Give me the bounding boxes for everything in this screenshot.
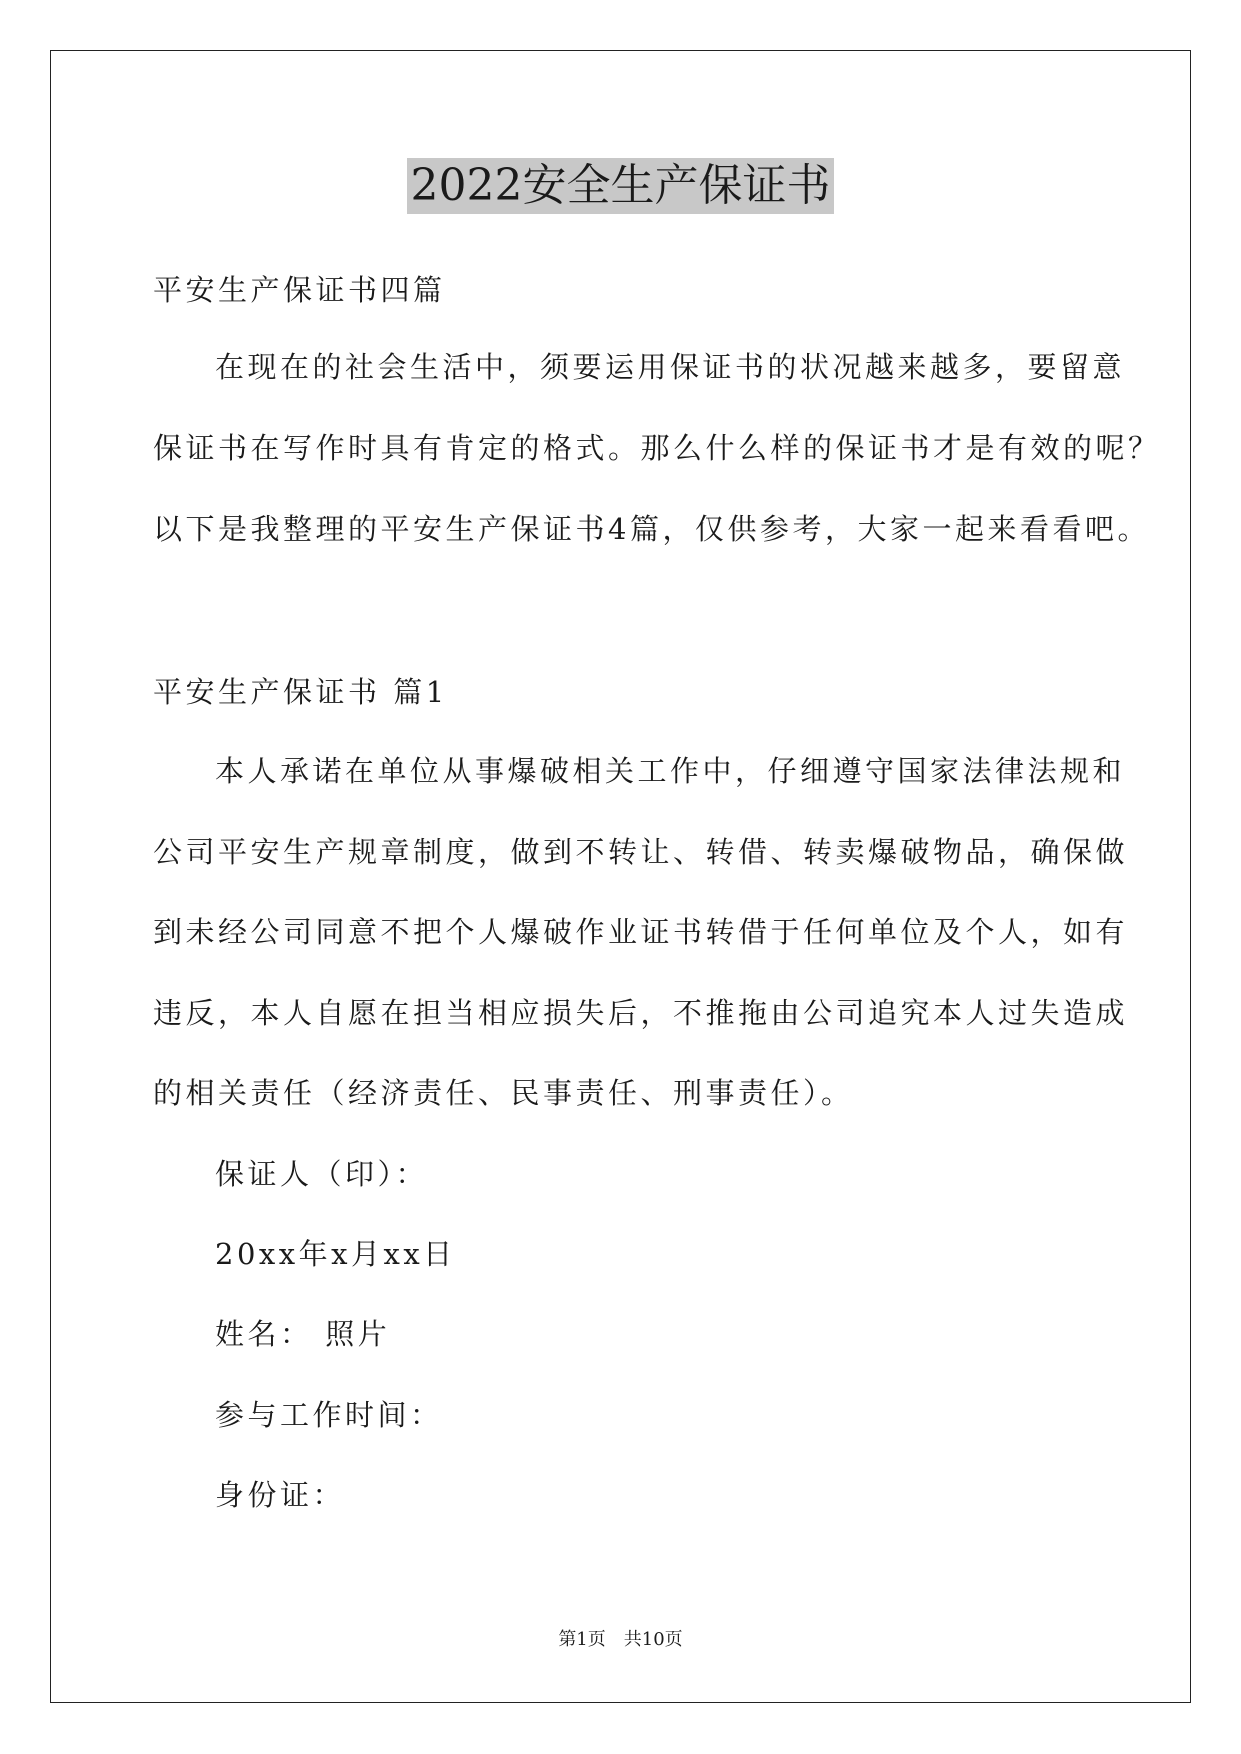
section-body-line: 本人承诺在单位从事爆破相关工作中，仔细遵守国家法律法规和 — [215, 754, 1126, 788]
guarantor-seal-field: 保证人（印）： — [215, 1157, 429, 1191]
page-total: 共10页 — [623, 1629, 683, 1650]
intro-line: 以下是我整理的平安生产保证书4篇，仅供参考，大家一起来看看吧。 — [153, 512, 1150, 546]
page-number: 第1页 — [558, 1629, 606, 1650]
name-photo-field: 姓名： 照片 — [215, 1317, 391, 1351]
section-body-line: 违反，本人自愿在担当相应损失后，不推拖由公司追究本人过失造成 — [153, 996, 1129, 1030]
document-subtitle: 平安生产保证书四篇 — [153, 273, 446, 307]
section-body-line: 到未经公司同意不把个人爆破作业证书转借于任何单位及个人，如有 — [153, 915, 1129, 949]
id-card-field: 身份证： — [215, 1478, 346, 1512]
date-field: 20xx年x月xx日 — [215, 1237, 456, 1271]
section-body-line: 的相关责任（经济责任、民事责任、刑事责任）。 — [153, 1076, 854, 1110]
page-footer — [0, 1628, 1241, 1652]
work-start-field: 参与工作时间： — [215, 1398, 443, 1432]
document-title: 2022安全生产保证书 — [407, 158, 835, 214]
intro-line: 在现在的社会生活中，须要运用保证书的状况越来越多，要留意 — [215, 350, 1126, 384]
title-container — [0, 158, 1241, 214]
section-heading: 平安生产保证书 篇1 — [153, 675, 448, 709]
section-body-line: 公司平安生产规章制度，做到不转让、转借、转卖爆破物品，确保做 — [153, 835, 1129, 869]
intro-line: 保证书在写作时具有肯定的格式。那么什么样的保证书才是有效的呢？ — [153, 431, 1161, 465]
